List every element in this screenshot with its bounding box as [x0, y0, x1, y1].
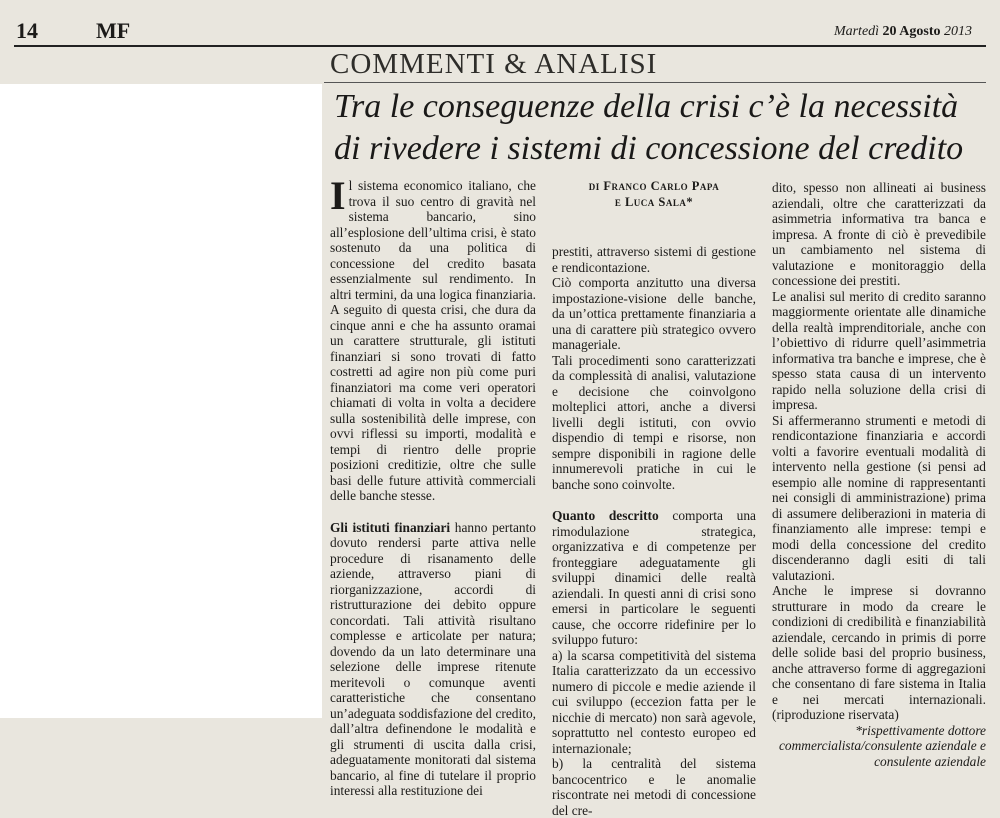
article-column-1 [330, 173, 536, 799]
byline [552, 178, 756, 210]
paragraph: Le analisi sul merito di credito saranno maggiormente orientate alle dinamiche della realtà imprenditoriale, anche con l’obiettivo di ridurre quell’asimmetria informativa tra banche e imprese, che è spesso stata causa di un intervento rapido nella soluzione della crisi di impresa. [772, 288, 986, 412]
drop-cap: I [330, 173, 346, 218]
article-column-2 [552, 178, 756, 818]
paragraph-text: l sistema economico italiano, che trova il suo centro di gravità nel sistema bancario, sino all’esplosione dell’ultima crisi, è stato sostenuto da una politica di concessione del credito basata essenzialmente sul rendimento. In altri termini, da una logica finanziaria. A seguito di questa crisi, che dura da cinque anni e che ha assunto oramai un carattere strutturale, gli istituti finanziari si sono trovati di fatto costretti ad agire non più come puri finanziatori ma come veri operatori chiamati di volta in volta a decidere sulla sostenibilità delle imprese, con ovvi riflessi su importi, modalità e tempi di rientro delle proprie posizioni creditizie, oltre che sulle basi delle future attività commerciali delle banche stesse. [330, 178, 536, 503]
paragraph: a) la scarsa competitività del sistema Italia caratterizzato da un eccessivo numero di piccole e medie aziende il cui sviluppo (eccezion fatta per le nicchie di mercato) non sarà agevole, soprattutto nel contesto europeo ed internazionale; [552, 647, 756, 756]
paragraph: prestiti, attraverso sistemi di gestione e rendicontazione. [552, 244, 756, 275]
byline-line-2: e Luca Sala* [614, 195, 694, 209]
section-rule [324, 82, 986, 83]
blank-area [0, 84, 322, 718]
paragraph-text: hanno pertanto dovuto rendersi parte attiva nelle procedure di risanamento delle aziende, attraverso piani di riorganizzazione, accordi di ristrutturazione dei debito oppure concordati. Tali attività risultano complesse e articolate per natura; dovendo da un lato determinare una selezione delle imprese ritenute meritevoli o comunque aventi caratteristiche che consentano un’adeguata soddisfazione del credito, dall’altra definendone le modalità e gli strumenti di uscita dalla crisi, adeguatamente monitorati dal sistema bancario, al fine di tutelare il proprio interessi alla restituzione dei [330, 519, 536, 798]
paragraph-lead: Gli istituti finanziari [330, 519, 451, 535]
paragraph: b) la centralità del sistema bancocentrico e le anomalie riscontrate nei metodi di concessione del cre- [552, 756, 756, 818]
headline: Tra le conseguenze della crisi c’è la necessità di rivedere i sistemi di concessione del credito [334, 88, 964, 167]
paragraph: Ciò comporta anzitutto una diversa impostazione-visione delle banche, da un’ottica prettamente finanziaria a una di carattere più strategico ovvero manageriale. [552, 275, 756, 352]
author-footnote: *rispettivamente dottore commercialista/consulente aziendale e consulente aziendale [778, 722, 986, 769]
date-day-month: 20 Agosto [882, 24, 941, 39]
byline-line-1: di Franco Carlo Papa [588, 179, 720, 193]
date-weekday: Martedì [833, 24, 880, 39]
paragraph-lead: Quanto descritto [552, 508, 659, 523]
paragraph: dito, spesso non allineati ai business aziendali, oltre che caratterizzati da asimmetria informativa tra banca e impresa. A fronte di ciò è prevedibile un cambiamento nel sistema di valutazione e monitoraggio della concessione dei prestiti. [772, 180, 986, 288]
page-number: 14 [16, 18, 38, 43]
article-column-3 [772, 180, 986, 769]
paragraph: Si affermeranno strumenti e metodi di rendicontazione finanziaria e accordi volti a favorire eventuali modalità di intervento nella gestione (si pensi ad esempio alle nomine di rappresentanti nei consigli di amministrazione) prima di assumere deliberazioni in materia di finanziamento alle imprese: tempi e modi della concessione del credito discenderanno dagli esiti di tali valutazioni. [772, 412, 986, 583]
paragraph: Tali procedimenti sono caratterizzati da complessità di analisi, valutazione e decisione che coinvolgono molteplici attori, anche a diversi livelli degli istituti, con ovvio dispendio di tempi e risorse, non sempre disponibili in ragione delle innumerevoli pratiche in cui le banche sono coinvolte. [552, 352, 756, 492]
section-title: COMMENTI & ANALISI [330, 48, 658, 80]
newspaper-name: MF [96, 18, 131, 43]
paragraph-quanto [552, 508, 756, 648]
paragraph: Anche le imprese si dovranno strutturare in modo da creare le condizioni di credibilità e finanziabilità aziendale, cercando in primis di porre delle solide basi del proprio business, anche attraverso forme di aggregazioni che consentano di fare sistema in Italia e nei mercati internazionali. (riproduzione riservata) [772, 583, 986, 722]
publication-date [834, 24, 972, 40]
paragraph-text: comporta una rimodulazione strategica, organizzativa e di competenze per fronteggiare adeguatamente gli sviluppi dinamici delle realtà aziendali. In questi anni di crisi sono emersi in particolare le seguenti cause, che occorre ridefinire per lo sviluppo futuro: [552, 508, 756, 647]
date-year: 2013 [944, 24, 972, 39]
header-rule [14, 45, 986, 47]
paragraph-istituti [330, 520, 536, 799]
paragraph-intro [330, 173, 536, 504]
